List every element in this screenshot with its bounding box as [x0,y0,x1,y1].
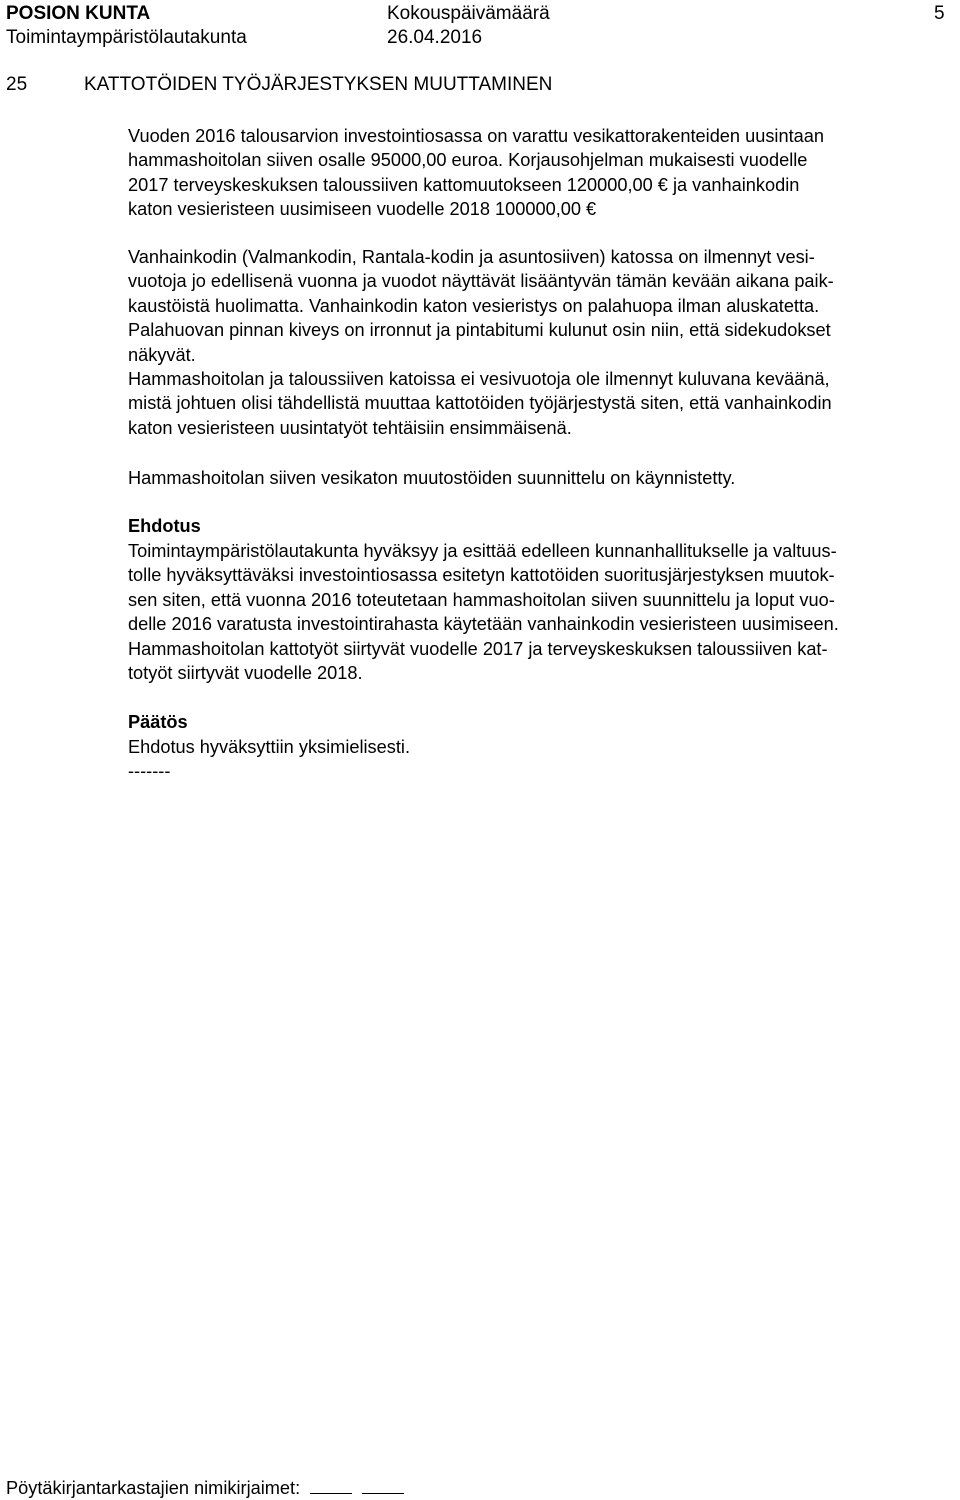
separator-dashes: ------- [128,761,171,781]
proposal-heading: Ehdotus [128,516,201,536]
text-line: Vanhainkodin (Valmankodin, Rantala-kodin ja asuntosiiven) katossa on ilmennyt vesi- [128,247,815,267]
text-line: delle 2016 varatusta investointirahasta käytetään vanhainkodin vesieristeen uusimiseen. [128,614,839,635]
text-line: katon vesieristeen uusimiseen vuodelle 2018 100000,00 € [128,199,597,220]
text-line: mistä johtuen olisi tähdellistä muuttaa kattotöiden työjärjestystä siten, että vanhainkodin [128,393,832,414]
date-label: Kokouspäivämäärä [387,3,550,24]
proposal-text [128,539,958,685]
text-line: Hammashoitolan ja taloussiiven katoissa ei vesivuotoja ole ilmennyt kuluvana keväänä, [128,369,830,390]
meeting-date: 26.04.2016 [387,27,483,48]
section-number: 25 [6,74,28,95]
text-line: näkyvät. [128,344,196,365]
text-line: katon vesieristeen uusintatyöt tehtäisiin ensimmäisenä. [128,417,572,438]
text-line: Palahuovan pinnan kiveys on irronnut ja pintabitumi kulunut osin niin, että sidekudokset [128,320,831,341]
committee-name: Toimintaympäristölautakunta [6,27,247,48]
signature-blank [310,1477,352,1494]
signature-footer [6,1476,404,1500]
text-line: Vuoden 2016 talousarvion investointiosassa on varattu vesikattorakenteiden uusintaan [128,126,824,146]
text-line: Hammashoitolan kattotyöt siirtyvät vuodelle 2017 ja terveyskeskuksen taloussiiven kat- [128,638,828,659]
page-number: 5 [934,3,945,24]
text-line: hammashoitolan siiven osalle 95000,00 euroa. Korjausohjelman mukaisesti vuodelle [128,150,808,171]
text-line: Toimintaympäristölautakunta hyväksyy ja esittää edelleen kunnanhallitukselle ja valtuus- [128,541,837,561]
text-line: totyöt siirtyvät vuodelle 2018. [128,663,363,684]
text-line: sen siten, että vuonna 2016 toteutetaan hammashoitolan siiven suunnittelu ja loput vuo- [128,589,835,610]
section-title: KATTOTÖIDEN TYÖJÄRJESTYKSEN MUUTTAMINEN [84,74,553,95]
condition-paragraph [128,245,958,440]
text-line: 2017 terveyskeskuksen taloussiiven kattomuutokseen 120000,00 € ja vanhainkodin [128,174,800,195]
decision-heading: Päätös [128,712,188,732]
text-line: tolle hyväksyttäväksi investointiosassa esitetyn kattotöiden suoritusjärjestyksen muutok- [128,565,835,586]
signature-blank [362,1477,404,1494]
text-line: vuotoja jo edellisenä vuonna ja vuodot näyttävät lisääntyvän tämän kevään aikana paik- [128,271,834,292]
decision-text: Ehdotus hyväksyttiin yksimielisesti. [128,737,411,757]
org-name: POSION KUNTA [6,3,151,24]
intro-paragraph [128,124,958,222]
signature-label: Pöytäkirjantarkastajien nimikirjaimet: [6,1478,301,1498]
planning-sentence: Hammashoitolan siiven vesikaton muutostöiden suunnittelu on käynnistetty. [128,468,736,488]
text-line: kaustöistä huolimatta. Vanhainkodin katon vesieristys on palahuopa ilman aluskatetta. [128,295,820,316]
